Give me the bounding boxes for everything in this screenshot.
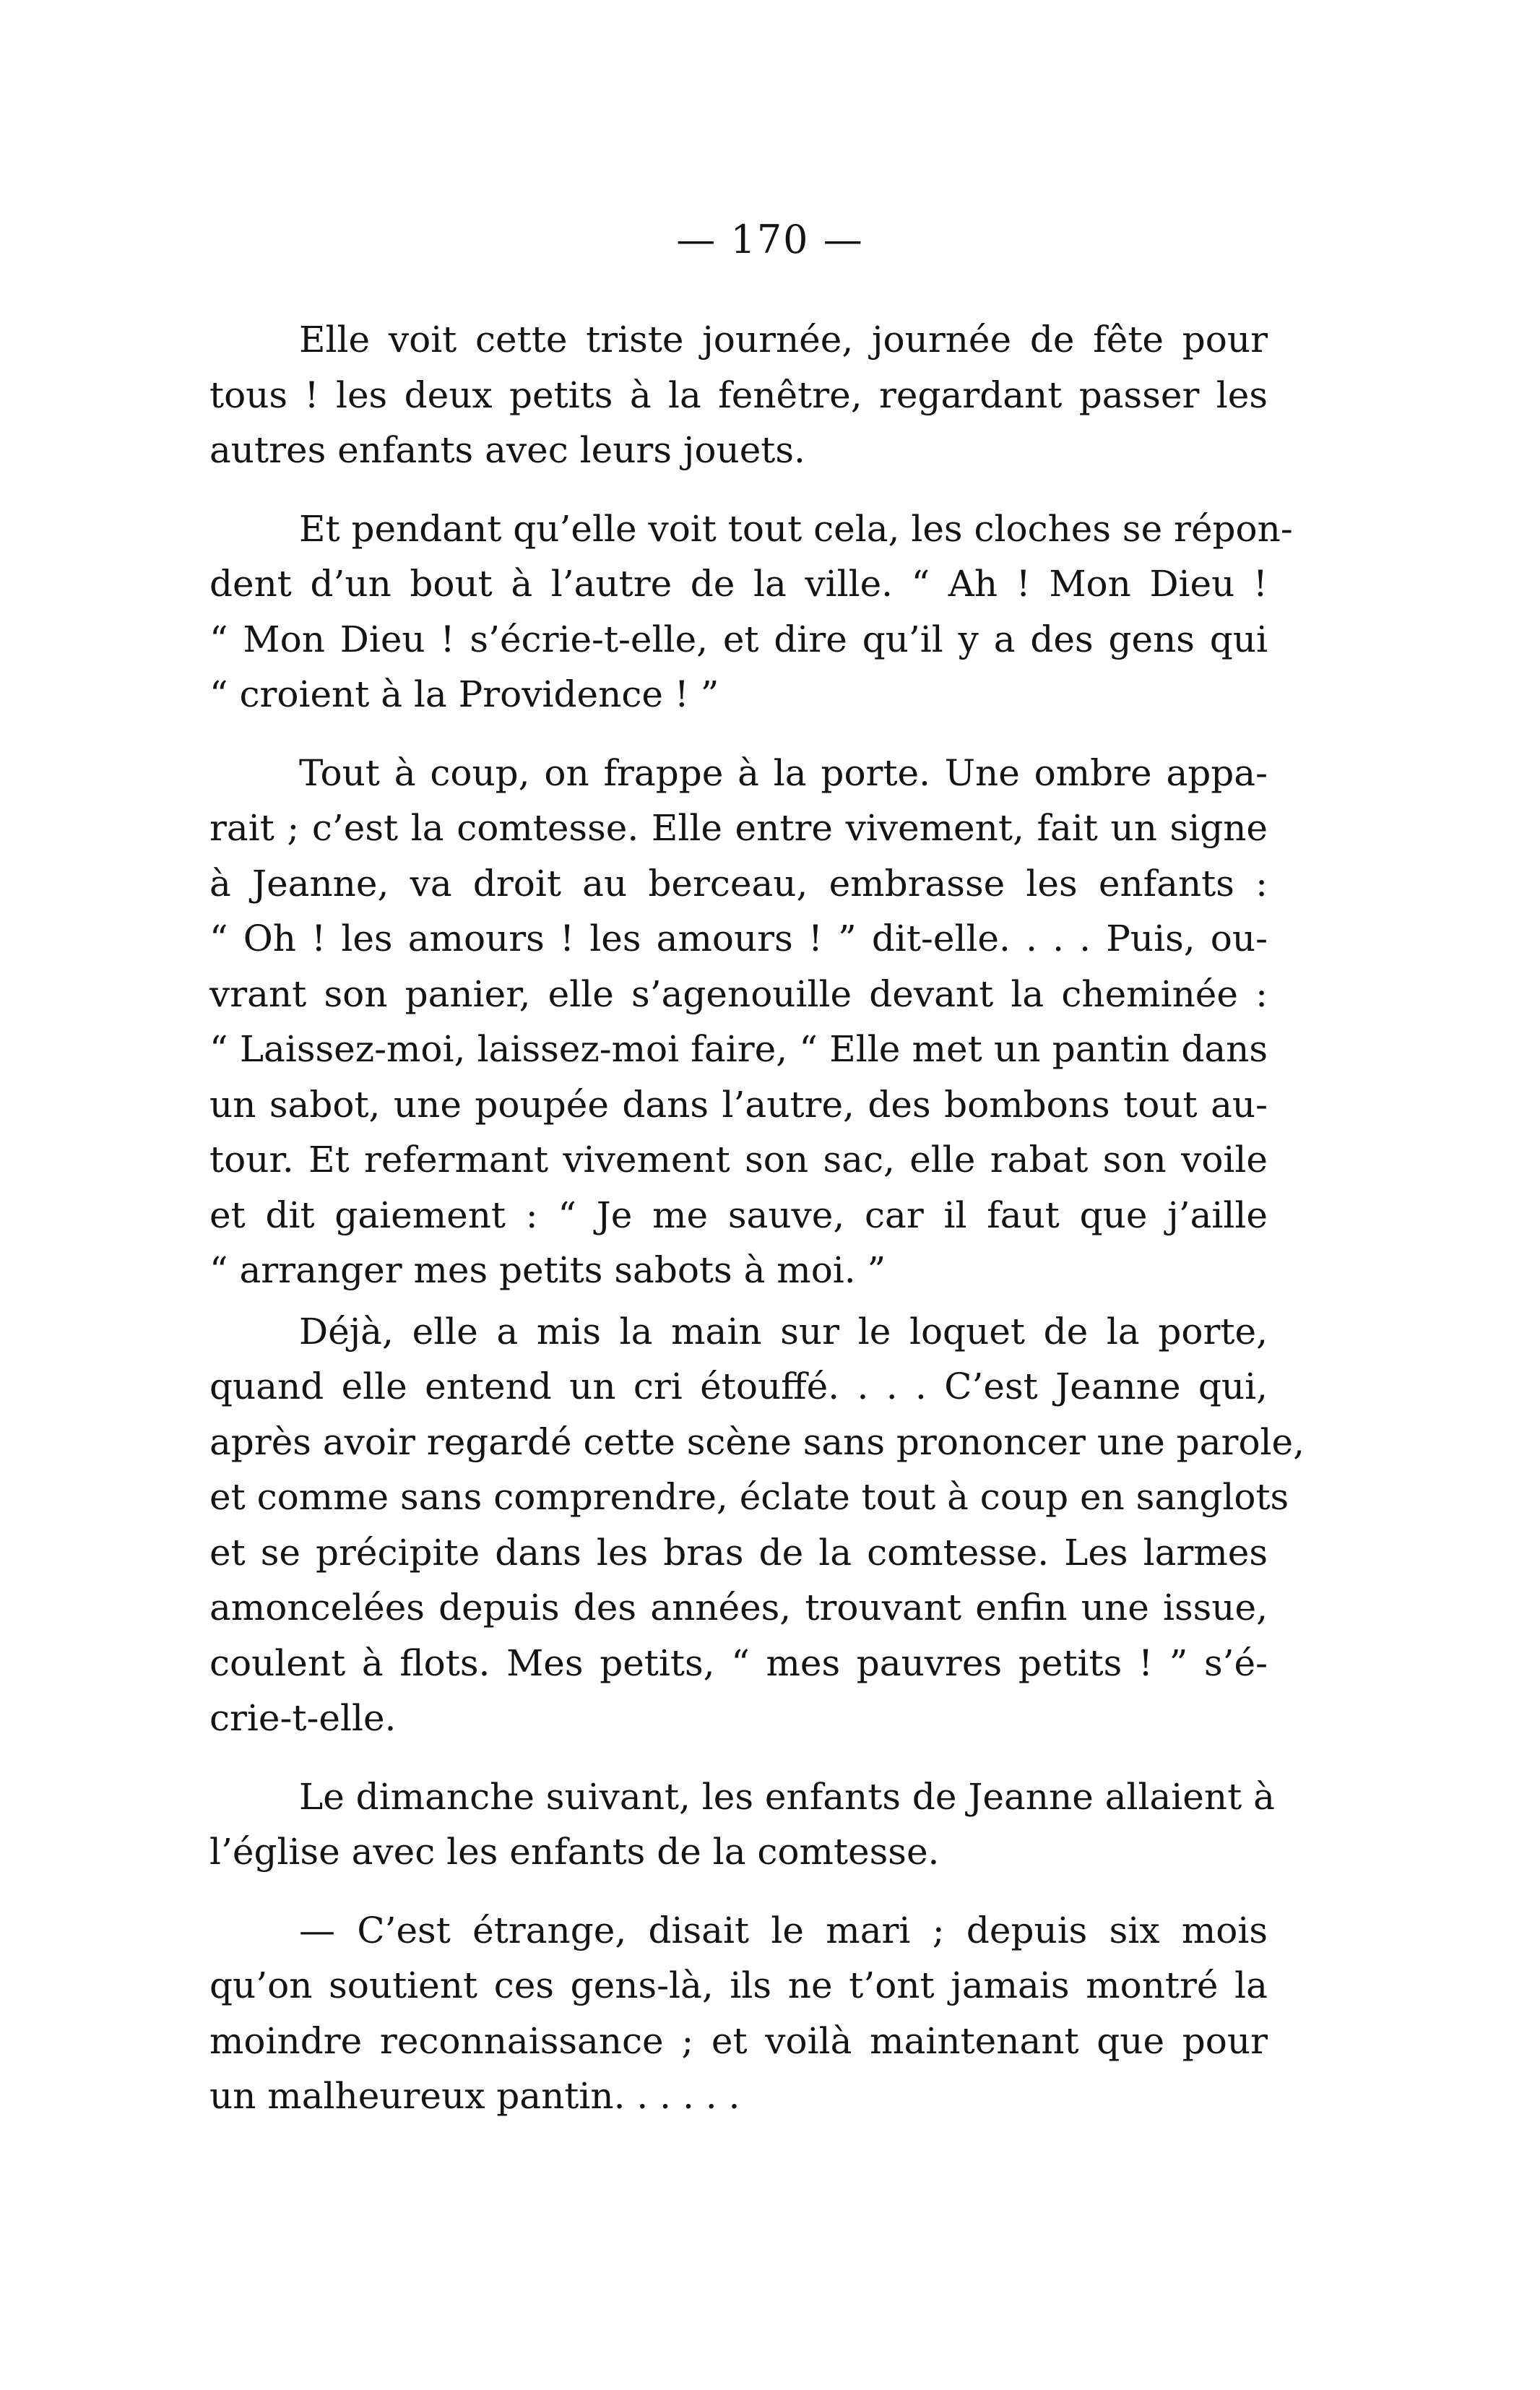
text-line: amoncelées depuis des années, trouvant enfin une issue, xyxy=(209,1587,1268,1628)
page-number: — 170 — xyxy=(676,217,864,262)
text-line: dent d’un bout à l’autre de la ville. “ Ah ! Mon Dieu ! xyxy=(209,563,1268,605)
body-text xyxy=(209,312,1305,2124)
paragraph-gap xyxy=(209,722,1268,746)
text-line: crie-t-elle. xyxy=(209,1697,397,1739)
paragraph-gap xyxy=(209,478,1268,501)
text-line: tour. Et refermant vivement son sac, elle rabat son voile xyxy=(209,1139,1268,1181)
text-line: un sabot, une poupée dans l’autre, des bombons tout au- xyxy=(209,1083,1268,1126)
text-line: quand elle entend un cri étouffé. . . . C’est Jeanne qui, xyxy=(209,1366,1268,1407)
paragraph-1 xyxy=(209,312,1268,478)
text-line: l’église avec les enfants de la comtesse. xyxy=(209,1831,940,1873)
text-line: et comme sans comprendre, éclate tout à coup en sanglots xyxy=(209,1476,1289,1518)
text-line: “ Laissez-moi, laissez-moi faire, “ Elle met un pantin dans xyxy=(209,1028,1268,1070)
text-line: — C’est étrange, disait le mari ; depuis six mois xyxy=(299,1909,1268,1951)
text-line: rait ; c’est la comtesse. Elle entre vivement, fait un signe xyxy=(209,807,1268,849)
text-line: coulent à flots. Mes petits, “ mes pauvres petits ! ” s’é- xyxy=(209,1641,1268,1684)
paragraph-2 xyxy=(209,501,1293,722)
text-line: et dit gaiement : “ Je me sauve, car il faut que j’aille xyxy=(209,1194,1268,1236)
text-line: après avoir regardé cette scène sans prononcer une parole, xyxy=(209,1420,1305,1463)
paragraph-4 xyxy=(209,1304,1305,1746)
text-line: vrant son panier, elle s’agenouille devant la cheminée : xyxy=(209,972,1268,1015)
text-line: “ Oh ! les amours ! les amours ! ” dit-elle. . . . Puis, ou- xyxy=(209,918,1268,959)
text-line: Et pendant qu’elle voit tout cela, les cloches se répon- xyxy=(299,507,1293,550)
text-line: Elle voit cette triste journée, journée de fête pour xyxy=(299,319,1268,361)
paragraph-gap xyxy=(209,1746,1268,1769)
text-line: à Jeanne, va droit au berceau, embrasse les enfants : xyxy=(209,862,1268,905)
text-line: “ Mon Dieu ! s’écrie-t-elle, et dire qu’il y a des gens qui xyxy=(209,618,1268,660)
text-line: “ croient à la Providence ! ” xyxy=(209,673,719,715)
paragraph-gap xyxy=(209,1298,1268,1304)
text-line: tous ! les deux petits à la fenêtre, regardant passer les xyxy=(209,374,1268,416)
paragraph-6 xyxy=(209,1903,1268,2124)
paragraph-3 xyxy=(209,746,1268,1298)
text-line: Tout à coup, on frappe à la porte. Une ombre appa- xyxy=(299,751,1268,794)
text-line: moindre reconnaissance ; et voilà maintenant que pour xyxy=(209,2019,1268,2062)
text-line: Le dimanche suivant, les enfants de Jeanne allaient à xyxy=(299,1775,1275,1818)
paragraph-5 xyxy=(209,1769,1275,1880)
text-line: qu’on soutient ces gens-là, ils ne t’ont jamais montré la xyxy=(209,1964,1268,2006)
text-line: “ arranger mes petits sabots à moi. ” xyxy=(209,1249,886,1291)
text-line: et se précipite dans les bras de la comtesse. Les larmes xyxy=(209,1531,1268,1574)
text-line: autres enfants avec leurs jouets. xyxy=(209,429,805,471)
text-line: un malheureux pantin. . . . . . xyxy=(209,2075,740,2117)
text-line: Déjà, elle a mis la main sur le loquet de la porte, xyxy=(299,1310,1268,1353)
paragraph-gap xyxy=(209,1880,1268,1903)
